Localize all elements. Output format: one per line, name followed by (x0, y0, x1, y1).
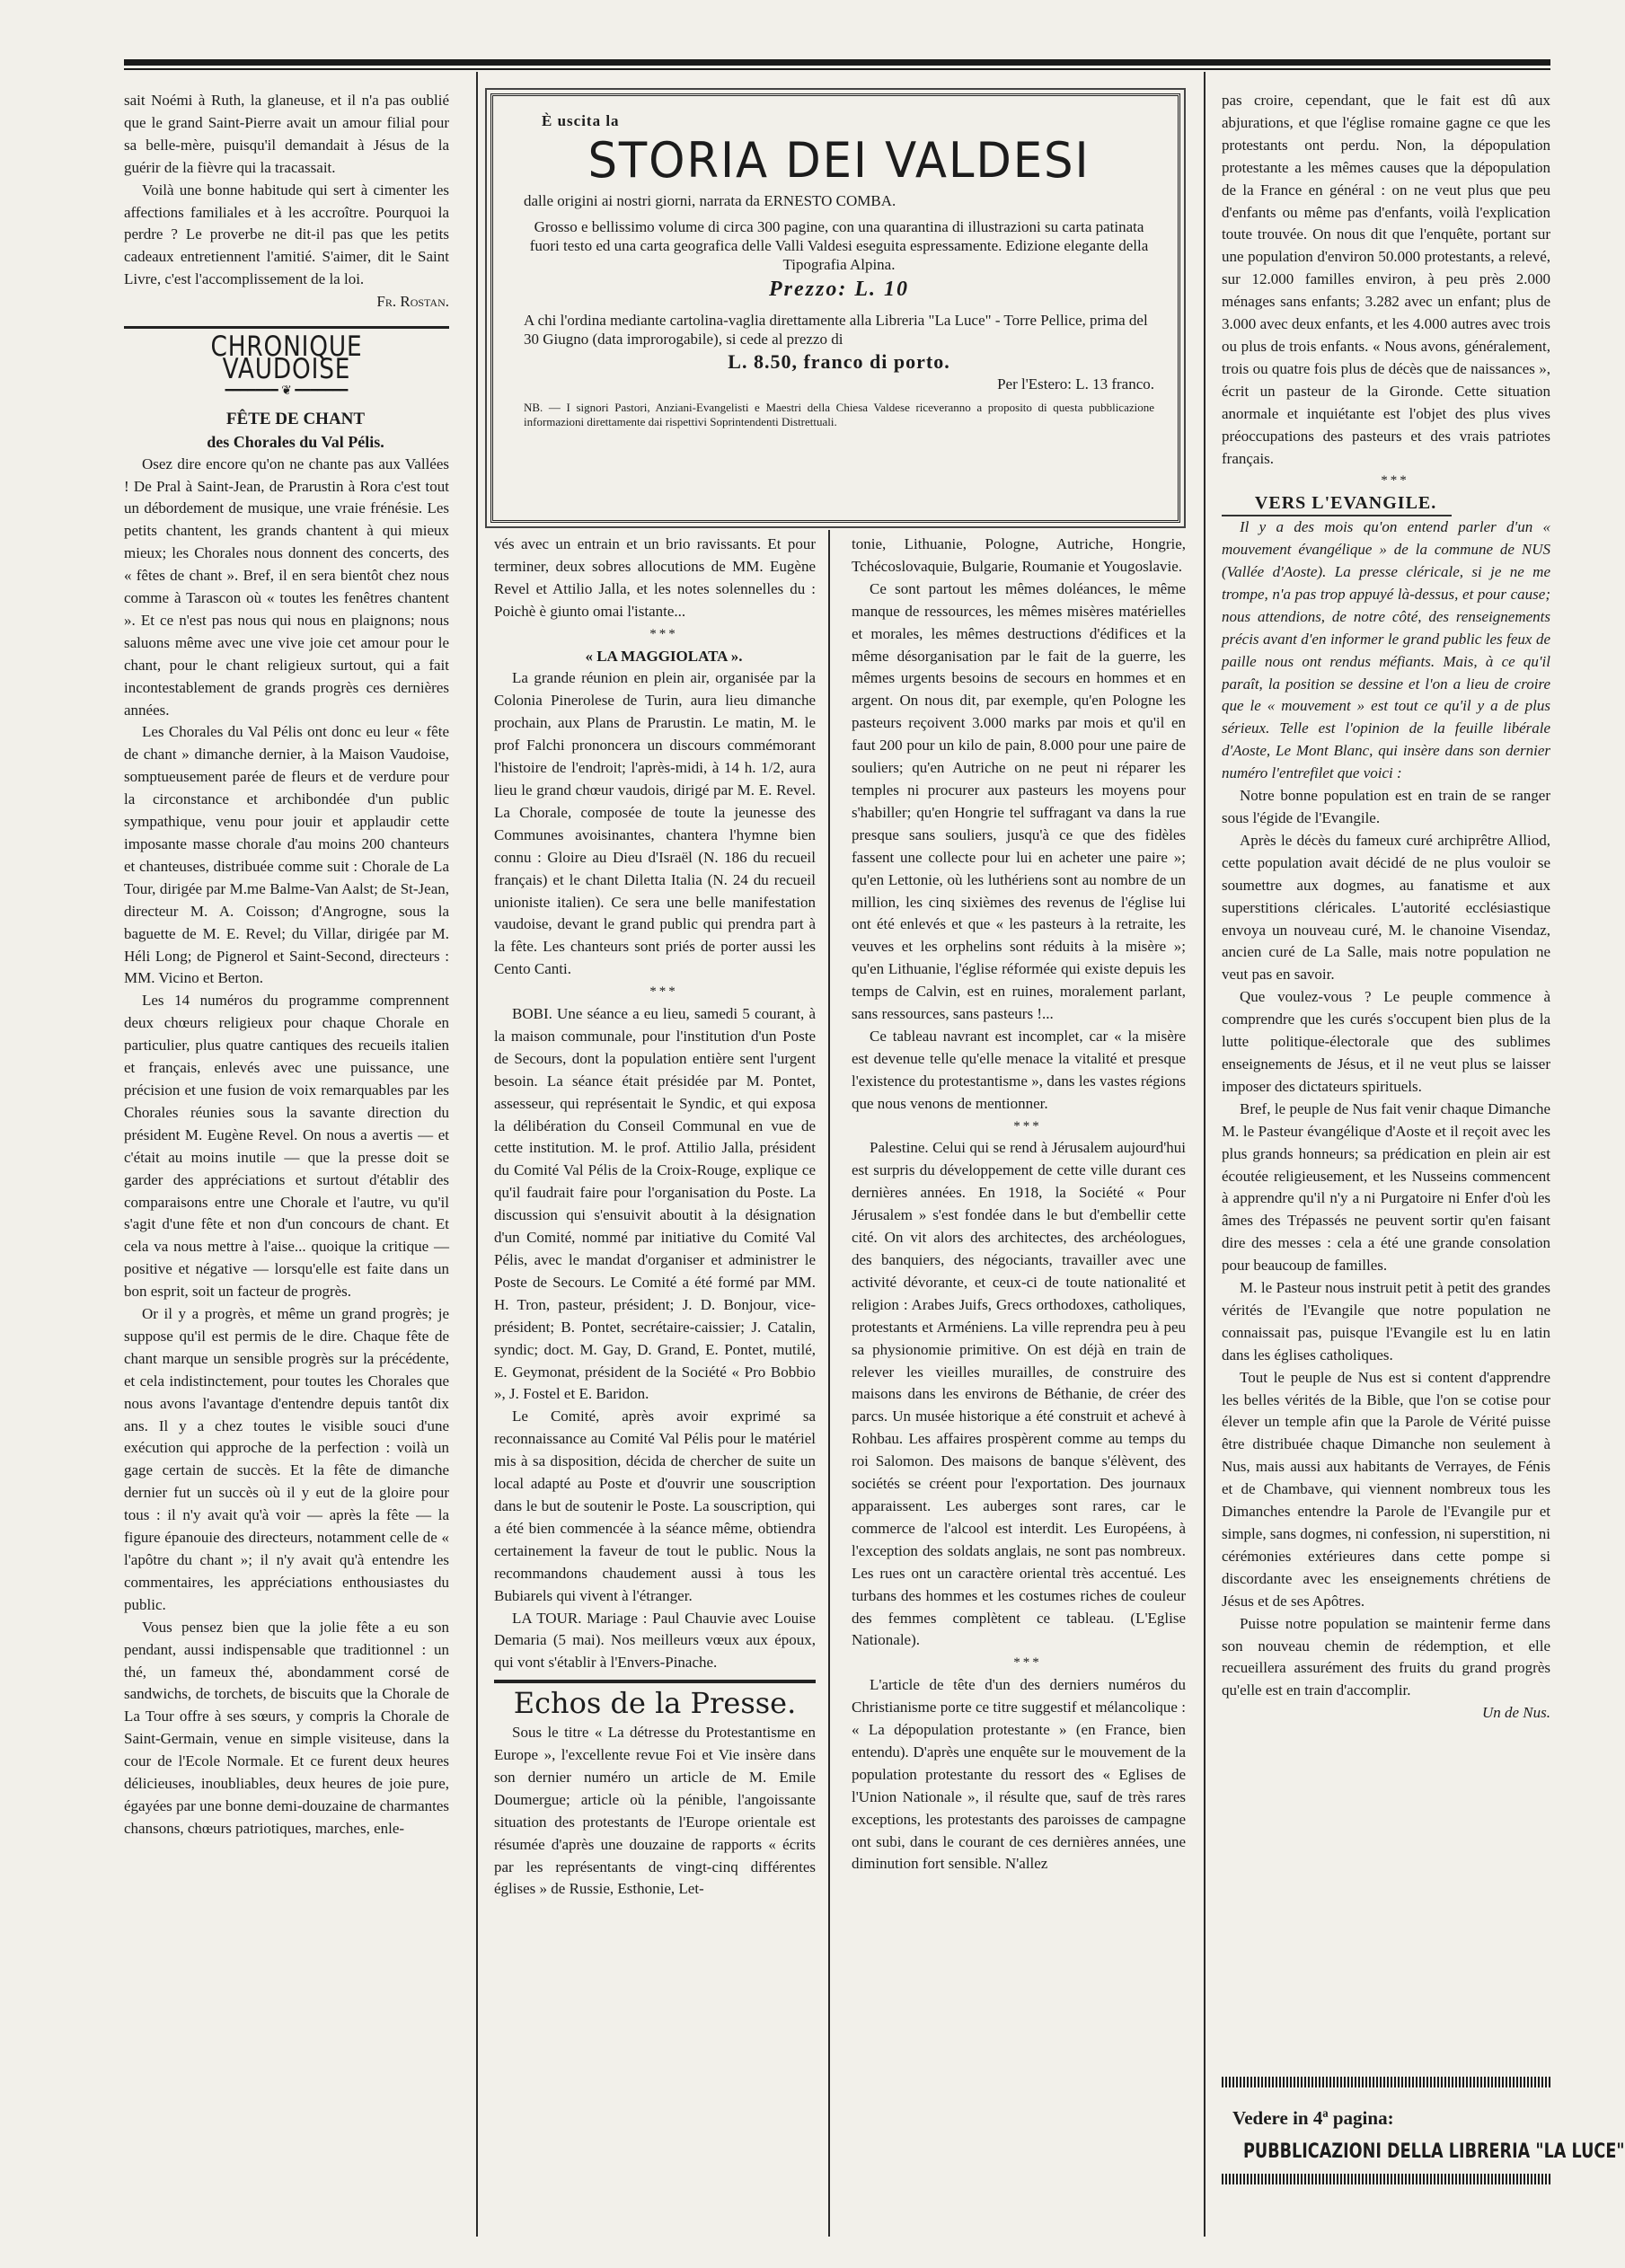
ad-description: Grosso e bellissimo volume di circa 300 pagine, con una quarantina di illustrazioni su carta patinata fuori testo ed una carta geografica delle Valli Valdesi eseguita espressamente. Edizione elegante della Tipografia Alpina. (529, 218, 1149, 273)
section-title-echos: Echos de la Presse. (494, 1680, 816, 1715)
col1-para: Osez dire encore qu'on ne chante pas aux Vallées ! De Pral à Saint-Jean, de Prarustin à Rora c'est tout un débordement de musique, une vraie frénésie. Les petits chantent, les grands chantent à qui mieux mieux; les Chorales nous donnent des concerts, des « fêtes de chant ». Bref, il en sera bientôt chez nous comme à Tarascon où « toutes les fenêtres chantent ». Et ce n'est pas nous qui nous en plaignons; nous saluons même avec une vive joie cet amour pour le chant, pour le chant religieux surtout, qui a fait incontestablement de grands progrès ces dernières années. (124, 454, 449, 719)
signature: Fr. Rostan. (376, 293, 449, 311)
chronique-header (124, 326, 449, 403)
col1-para: Vous pensez bien que la jolie fête a eu son pendant, aussi indispensable que traditionnel : un thé, un fameux thé, abondamment corsé de sandwichs, de torchets, de biscuits que la Chorale de La Tour offre à ses sœurs, y compris la Chorale de Saint-Germain, venue en simple visiteuse, dans la cour de l'Ecole Normale. Et ce furent deux heures délicieuses, inoubliables, deux heures de joie pure, égayées par une bonne demi-douzaine de charmantes chansons, chœurs patriotiques, marches, enle- (124, 1618, 449, 1837)
vedere-label: Vedere in 4ª pagina: (1232, 2107, 1394, 2129)
column-1 (124, 90, 449, 2237)
ad-price: Prezzo: L. 10 (769, 278, 909, 301)
ad-foreign-price: Per l'Estero: L. 13 franco. (997, 375, 1154, 393)
col1-para: sait Noémi à Ruth, la glaneuse, et il n'a pas oublié que le grand Saint-Pierre avait un amour filial pour sa belle-mère, puisqu'il demandait à Jésus de la guérir de la fièvre qui la tracassait. (124, 92, 449, 176)
column-2 (494, 534, 816, 2237)
col2-para: vés avec un entrain et un brio ravissants. Et pour terminer, deux sobres allocutions de MM. Eugène Revel et Attilio Jalla, et les notes solennelles du : Poichè è giunto omai l'istante... (494, 535, 816, 620)
ad-intro: È uscita la (542, 112, 620, 129)
advertisement-storia-dei-valdesi (490, 93, 1180, 523)
column-4 (1222, 90, 1550, 2066)
column-divider-3 (1204, 72, 1206, 2237)
col3-para: Palestine. Celui qui se rend à Jérusalem aujourd'hui est surpris du développement de cette ville durant ces dernières années. En 1918, la Société « Pour Jérusalem » s'est fondée dans le but d'embellir cette cité. On vit alors des architectes, des archéologues, des banquiers, des négociants, travailler avec une activité dévorante, et ceux-ci de toute nationalité et religion : Arabes Juifs, Grecs orthodoxes, catholiques, protestants et Arméniens. La ville reprendra peu à peu sa physionomie primitive. On est déjà en train de relever les vieilles murailles, de construire des maisons dans les environs de Béthanie, de créer des parcs. Un musée historique a été construit et achevé à Rohbau. Les affaires prospèrent comme au temps du roi Salomon. Des maisons de banque s'élèvent, des sociétés se créent pour l'exportation. Des journaux apparaissent. Les auberges sont rares, car le commerce de l'alcool est interdit. Les Européens, à l'exception des soldats anglais, ne sont pas nombreux. Les rues ont un caractère oriental très accentué. Les turbans des hommes et les costumes riches de couleur des femmes complètent ce tableau. (L'Eglise Nationale). (852, 1139, 1186, 1649)
col1-para: Voilà une bonne habitude qui sert à cimenter les affections familiales et à les accroître. Pourquoi la perdre ? Le proverbe ne dit-il pas que les petits cadeaux entretiennent l'amitié. S'aimer, dit le Saint Livre, c'est l'accomplissement de la loi. (124, 181, 449, 288)
top-rule-thin (124, 68, 1550, 70)
column-divider-1 (476, 72, 478, 2237)
col1-para: Les 14 numéros du programme comprennent deux chœurs religieux pour chaque Chorale en particulier, plus quatre cantiques des recueils italien et français, enlevés avec une puissance, une précision et une fusion de voix remarquables par les Chorales réunies sous la savante direction du président M. Eugène Revel. On nous a avertis — et c'était au moins inutile — que la presse doit se garder des appréciations et surtout d'établir des comparaisons entre une Chorale et l'autre, vu qu'il s'agit d'une fête et non d'un concours de chant. Et cela va nous mettre à l'aise... quoique la critique — positive et négative — lorsqu'elle est faite dans un bon esprit, soit un facteur de progrès. (124, 992, 449, 1301)
ad-subtitle: dalle origini ai nostri giorni, narrata da ERNESTO COMBA. (524, 192, 896, 209)
col3-para: Ce tableau navrant est incomplet, car « la misère est devenue telle qu'elle menace la vitalité et presque l'existence du protestantisme », dans les vastes régions que nous venons de mentionner. (852, 1027, 1186, 1112)
article-title-fete: FÊTE DE CHANT (225, 409, 366, 428)
top-rule (124, 59, 1550, 66)
col4-para: Notre bonne population est en train de se ranger sous l'égide de l'Evangile. (1222, 787, 1550, 826)
ornament-divider: ━━━━━━━ ❦ ━━━━━━━ (225, 384, 349, 398)
col1-para: Les Chorales du Val Pélis ont donc eu leur « fête de chant » dimanche dernier, à la Maison Vaudoise, somptueusement parée de fleurs et de verdure pour la circonstance et archibondée d'un public sympathique, venu pour jouir et applaudir cette imposante masse chorale d'au moins 200 chanteurs et chanteuses, distribuée comme suit : Chorale de La Tour, dirigée par M.me Balme-Van Aalst; de St-Jean, directeur M. A. Coisson; d'Angrogne, sous la baguette de M. E. Revel; du Villar, dirigée par M. Héli Long; de Pignerol et Saint-Second, directeurs : MM. Vicino et Berton. (124, 723, 449, 987)
col2-para: Le Comité, après avoir exprimé sa reconnaissance au Comité Val Pélis pour le matériel mis à sa disposition, décida de chercher de suite un local adapté au Poste et d'ouvrir une souscription dans le but de soutenir le Poste. La souscription, qui a été bien commencée à la séance même, obtiendra certainement la faveur de tout le public. Nous la recommandons chaudement aussi à tous les Bubiarels qui vivent à l'étranger. (494, 1408, 816, 1604)
col3-para: L'article de tête d'un des derniers numéros du Christianisme porte ce titre suggestif et mélancolique : « La dépopulation protestante » (en France, bien entendu). D'après une enquête sur le mouvement de la population protestante du ressort des « Eglises de l'Union Nationale », il résulte que, sauf de très rares exceptions, les protestants des paroisses de campagne ont subi, dans le courant de ces dernières années, une diminution fort sensible. N'allez (852, 1676, 1186, 1873)
col4-italic-intro: Il y a des mois qu'on entend parler d'un « mouvement évangélique » de la commune de NUS (Vallée d'Aoste). La presse cléricale, si je ne me trompe, n'a pas trop appuyé là-dessus, et pour cause; nous attendions, de notre côté, des renseignements précis avant d'en informer le grand public les feux de paille nous ont rendus méfiants. Mais, à ce qu'il paraît, la position se dessine et l'on a lieu de croire que le « mouvement » est tout ce qu'il y a de plus sérieux. Telle est l'opinion de la feuille libérale d'Aoste, Le Mont Blanc, qui insère dans son dernier numéro l'entrefilet que voici : (1222, 518, 1550, 782)
ad-note: NB. — I signori Pastori, Anziani-Evangelisti e Maestri della Chiesa Valdese riceveranno a proposito di questa pubblicazione informazioni direttamente dai rispettivi Soprintendenti Distrettuali. (524, 401, 1154, 428)
hatched-rule (1222, 2174, 1550, 2184)
col2-para: Sous le titre « La détresse du Protestantisme en Europe », l'excellente revue Foi et Vie insère dans son dernier numéro un article de M. Emile Doumergue; article où la pénible, l'angoissante situation des protestants de l'Europe orientale est résumée d'après une douzaine de rapports « écrits par les représentants de vingt-cinq différentes églises » de Russie, Esthonie, Let- (494, 1724, 816, 1898)
column-3 (852, 534, 1186, 2237)
hatched-rule (1222, 2077, 1550, 2087)
section-title-chronique: CHRONIQUE VAUDOISE (210, 331, 363, 385)
col4-para: Bref, le peuple de Nus fait venir chaque Dimanche M. le Pasteur évangélique d'Aoste et il reçoit avec les plus grands honneurs; sa prédication en plein air est écoutée religieusement, et les Nusseins commencent à apprendre qu'il n'y a ni Purgatoire ni Enfer d'où les âmes des Trépassés ne peuvent sortir qu'en faisant dire des messes : cela a été une grande consolation pour beaucoup de familles. (1222, 1099, 1550, 1275)
col2-para: LA TOUR. Mariage : Paul Chauvie avec Louise Demaria (5 mai). Nos meilleurs vœux aux époux, qui vont s'établir à l'Envers-Pinache. (494, 1609, 816, 1672)
separator-stars: *** (1013, 1655, 1042, 1671)
column-divider-2 (828, 530, 830, 2237)
signature-nus: Un de Nus. (1481, 1704, 1550, 1722)
separator-stars: *** (1013, 1118, 1042, 1134)
ad-order-info: A chi l'ordina mediante cartolina-vaglia direttamente alla Libreria "La Luce" - Torre Pellice, prima del 30 Giugno (data improrogabile), si cede al prezzo di (524, 312, 1148, 348)
col4-para: Après le décès du fameux curé archiprêtre Alliod, cette population avait décidé de ne plus vouloir se soumettre aux dogmes, au fanatisme et aux superstitions cléricales. L'autorité ecclésiastique envoya un nouveau curé, M. le chanoine Visendaz, ancien curé de La Salle, mais notre population ne veut pas en savoir. (1222, 831, 1550, 984)
col3-para: tonie, Lithuanie, Pologne, Autriche, Hongrie, Tchécoslovaquie, Bulgarie, Roumanie et Yougoslavie. (852, 535, 1186, 575)
article-subtitle-fete: des Chorales du Val Pélis. (207, 432, 384, 451)
footer-notice (1222, 2077, 1625, 2184)
ad-title: STORIA DEI VALDESI (587, 132, 1091, 189)
col1-para: Or il y a progrès, et même un grand progrès; je suppose qu'il est permis de le dire. Chaque fête de chant marque un sensible progrès sur la précédente, et cela indistinctement, pour toutes les Chorales que nous avons l'avantage d'entendre depuis tantôt dix ans. Il y a chez toutes le visible souci d'une exécution qui approche de la perfection : voilà un gage certain de succès. Et la fête de dimanche dernier fut un succès où il y eut de la gloire pour tous : il n'y avait qu'à voir — après la fête — la figure épanouie des directeurs, notamment celle de « l'apôtre du chant »; il n'y avait qu'à entendre les commentaires, les appréciations enthousiastes du public. (124, 1305, 449, 1613)
pubblicazioni-label: PUBBLICAZIONI DELLA LIBRERIA "LA LUCE" (1243, 2140, 1625, 2163)
col2-para: BOBI. Une séance a eu lieu, samedi 5 courant, à la maison communale, pour l'institution d'un Poste de Secours, dont la population entière sent l'urgent besoin. La séance était présidée par M. Pontet, assesseur, qui représentait le Syndic, et qui exposa la délibération du Conseil Communal en vue de cette institution. M. le prof. Attilio Jalla, président du Comité Val Pélis de la Croix-Rouge, explique ce qu'il faudrait faire pour l'organisation du Poste. La discussion qui s'ensuivit aboutit à la désignation d'un Comité, nommé par initiative du Comité Val Pélis, avec le mandat d'organiser et administrer le Poste de Secours. Le Comité a été formé par MM. H. Tron, pasteur, président; J. D. Bonjour, vice-président; B. Pontet, secrétaire-caissier; J. Catalin, syndic; doct. M. Gay, D. Grand, E. Pontet, mutilé, E. Geymonat, président de la Société « Pro Bobbio », J. Fostel et E. Baridon. (494, 1005, 816, 1403)
col4-para: M. le Pasteur nous instruit petit à petit des grandes vérités de l'Evangile que notre population ne connaissait pas, puisque l'Evangile est lu en latin dans les églises catholiques. (1222, 1279, 1550, 1363)
col4-para: Puisse notre population se maintenir ferme dans son nouveau chemin de rédemption, et elle recueillera assurément des fruits du grand progrès qu'elle est en train d'accomplir. (1222, 1614, 1550, 1699)
col4-para: Tout le peuple de Nus est si content d'apprendre les belles vérités de la Bible, que l'on se cotise pour élever un temple afin que la Parole de Vérité puisse être distribuée chaque Dimanche non seulement à Nus, mais aussi aux habitants de Verrayes, de Fénis et de Chambave, qui viennent nombreux tous les Dimanches entendre la Parole de l'Evangile pur et simple, sans dogmes, ni confession, ni superstition, ni cérémonies extérieures dans cette pompe si discordante avec les enseignements chrétiens de Jésus et de ses Apôtres. (1222, 1368, 1550, 1610)
separator-stars: *** (649, 626, 678, 641)
col4-para: pas croire, cependant, que le fait est dû aux abjurations, et que l'église romaine gagne ce que les protestants ont perdu. Non, la dépopulation protestante a les mêmes causes que la dépopulation de la France en général : on ne veut plus que peu d'enfants ou même pas d'enfants, voilà l'explication toute trouvée. On nous dit que l'enquête, portant sur une population d'environ 50.000 protestants, a relevé, sur 12.000 familles environ, à peu près 2.000 ménages sans enfants; 3.282 avec un enfant; plus de 3.000 avec deux enfants, et les 4.000 autres avec trois ou plus de trois enfants. « Nous avons, généralement, trois ou quatre fois plus de décès que de naissances », écrit un pasteur de la Gironde. Cette situation anormale et inquiétante est l'objet des plus vives préoccupations des pasteurs et des vrais patriotes français. (1222, 92, 1550, 467)
ad-discount-price: L. 8.50, franco di porto. (728, 350, 950, 373)
col4-para: Que voulez-vous ? Le peuple commence à comprendre que les curés s'occupent bien plus de la lutte politique-électorale que des sublimes enseignements de Jésus, et il ne veut plus se laisser imposer des dictateurs spirituels. (1222, 988, 1550, 1095)
col2-para: La grande réunion en plein air, organisée par la Colonia Pinerolese de Turin, aura lieu dimanche prochain, aux Plans de Prarustin. Le matin, M. le prof Falchi prononcera un discours commémorant l'histoire de l'endroit; l'après-midi, à 14 h. 1/2, aura lieu le grand chœur vaudois, dirigé par M. E. Revel. La Chorale, composée de toute la jeunesse des Communes avoisinantes, chantera l'hymne bien connu : Gloire au Dieu d'Israël (N. 186 du recueil français) et le chant Diletta Italia (N. 24 du recueil unioniste italien). Ce sera une belle manifestation vaudoise, devant le grand public qui prendra part à la fête. Les chanteurs sont priés de porter aussi les Cento Canti. (494, 669, 816, 978)
article-title-vers-evangile: VERS L'EVANGILE. (1222, 492, 1452, 516)
col3-para: Ce sont partout les mêmes doléances, le même manque de ressources, les mêmes misères matérielles et morales, les mêmes destructions d'édifices et la même désorganisation par le fait de la guerre, les mêmes urgents besoins de secours en hommes et en argent. On nous dit, par exemple, qu'en Pologne les pasteurs reçoivent 3.000 marks par mois et qu'il en faut 200 pour un kilo de pain, 8.000 pour une paire de souliers; qu'en Autriche on ne peut ni réparer les temples ni procurer aux pasteurs les moyens pour s'habiller; qu'en Hongrie tel suffragant va dans la rue presque sans souliers, jusqu'à ce que des fidèles fassent une collecte pour lui en acheter une paire »; qu'en Lettonie, où les luthériens sont au nombre de un million, les cinq sixièmes des revenus de l'église lui ont été enlevés et que « les pasteurs à la retraite, les veuves et les orphelins sont réduits à la misère »; qu'en Lithuanie, l'église réformée qui existe depuis les temps de Calvin, est en ruines, moralement parlant, sans ressources, sans pasteurs !... (852, 579, 1186, 1023)
separator-stars: *** (649, 984, 678, 1000)
article-title-maggiolata: « LA MAGGIOLATA ». (585, 647, 743, 665)
separator-stars: *** (1381, 473, 1409, 489)
